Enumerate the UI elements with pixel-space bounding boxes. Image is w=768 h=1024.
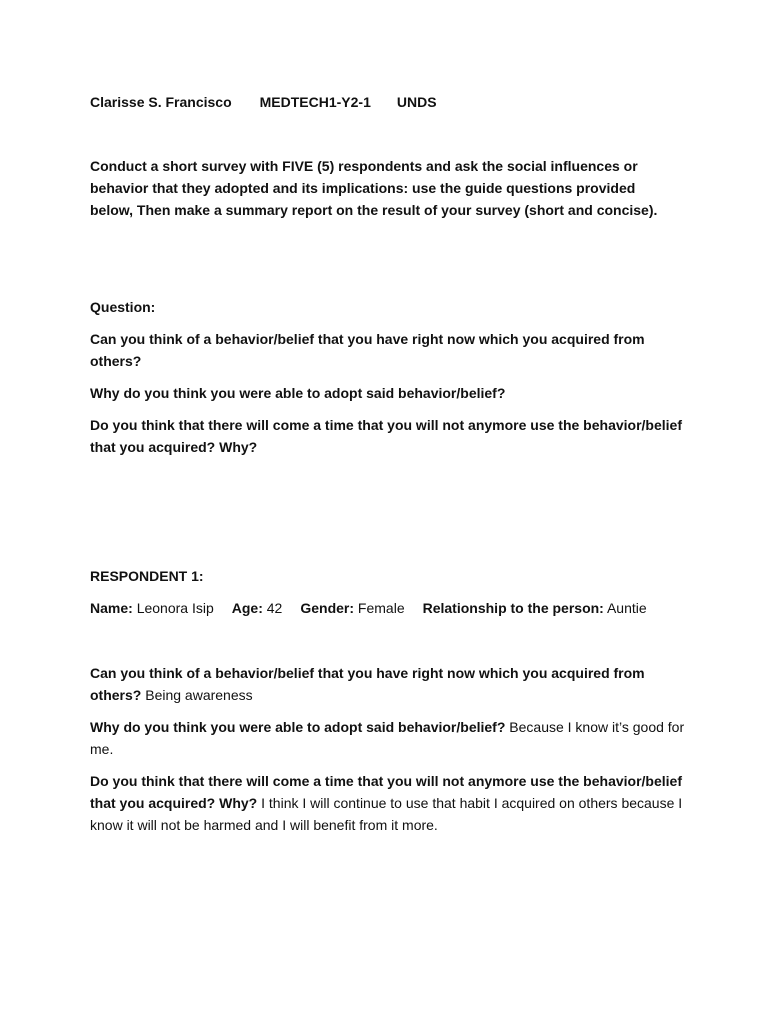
- student-name: Clarisse S. Francisco: [90, 94, 232, 110]
- question-1-repeat: Can you think of a behavior/belief that you have right now which you acquired from others?: [90, 665, 645, 703]
- relationship-value: Auntie: [606, 600, 647, 616]
- header-line: [90, 91, 690, 113]
- answer-1: Being awareness: [145, 687, 253, 703]
- respondent-1-info: [90, 597, 690, 619]
- question-2-repeat: Why do you think you were able to adopt said behavior/belief?: [90, 719, 506, 735]
- document-body: [90, 91, 690, 836]
- gender-label: Gender:: [300, 600, 355, 616]
- age-value: 42: [266, 600, 283, 616]
- relationship-label: Relationship to the person:: [422, 600, 604, 616]
- respondent-1-heading: RESPONDENT 1:: [90, 568, 204, 584]
- questions-heading: Question:: [90, 299, 156, 315]
- name-label: Name:: [90, 600, 133, 616]
- respondent-1-qa-1: [90, 662, 690, 706]
- question-1: Can you think of a behavior/belief that you have right now which you acquired from others?: [90, 331, 645, 369]
- instructions-paragraph: Conduct a short survey with FIVE (5) respondents and ask the social influences or behavior that they adopted and its implications: use the guide questions provided below, Then make a summary report on the result of your survey (short and concise).: [90, 158, 658, 218]
- respondent-age-field: [232, 597, 283, 619]
- question-3: Do you think that there will come a time that you will not anymore use the behavior/belief that you acquired? Why?: [90, 417, 682, 455]
- age-label: Age:: [231, 600, 263, 616]
- respondent-1-qa-2: [90, 716, 690, 760]
- subject-code: UNDS: [396, 94, 437, 110]
- respondent-name-field: [90, 597, 214, 619]
- question-2: Why do you think you were able to adopt said behavior/belief?: [90, 385, 506, 401]
- student-section: MEDTECH1-Y2-1: [259, 94, 371, 110]
- respondent-gender-field: [300, 597, 404, 619]
- name-value: Leonora Isip: [136, 600, 214, 616]
- gender-value: Female: [357, 600, 405, 616]
- answer-3: I think I will continue to use that habit I acquired on others because I know it will not be harmed and I will benefit from it more.: [90, 795, 683, 833]
- respondent-1-qa-3: [90, 770, 690, 836]
- respondent-relationship-field: [423, 597, 647, 619]
- question-3-repeat: Do you think that there will come a time that you will not anymore use the behavior/belief that you acquired? Why?: [90, 773, 682, 811]
- answer-2: Because I know it’s good for me.: [90, 719, 685, 757]
